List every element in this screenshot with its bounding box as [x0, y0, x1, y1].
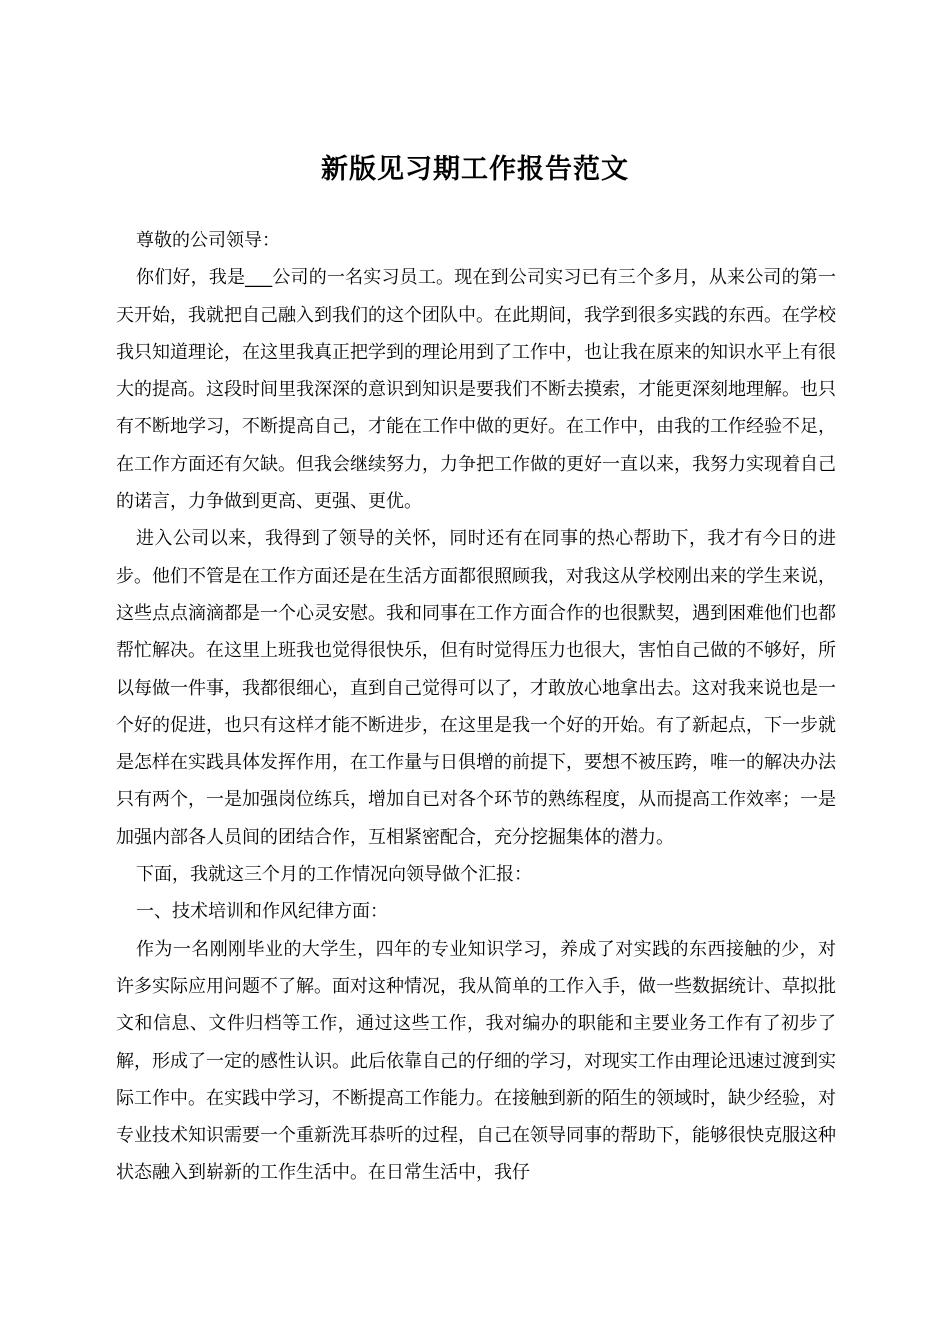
paragraph: 你们好，我是___公司的一名实习员工。现在到公司实习已有三个多月，从来公司的第一天开始，我就把自己融入到我们的这个团队中。在此期间，我学到很多实践的东西。在学校我只知道理论，在这里我真正把学到的理论用到了工作中，也让我在原来的知识水平上有很大的提高。这段时间里我深深的意识到知识是要我们不断去摸索，才能更深刻地理解。也只有不断地学习，不断提高自己，才能在工作中做的更好。在工作中，由我的工作经验不足，在工作方面还有欠缺。但我会继续努力，力争把工作做的更好一直以来，我努力实现着自己的诺言，力争做到更高、更强、更优。 — [116, 267, 836, 513]
paragraph: 作为一名刚刚毕业的大学生，四年的专业知识学习，养成了对实践的东西接触的少，对许多实际应用问题不了解。面对这种情况，我从简单的工作入手，做一些数据统计、草拟批文和信息、文件归档等工作，通过这些工作，我对编办的职能和主要业务工作有了初步了解，形成了一定的感性认识。此后依靠自己的仔细的学习，对现实工作由理论迅速过渡到实际工作中。在实践中学习，不断提高工作能力。在接触到新的陌生的领域时，缺少经验，对专业技术知识需要一个重新洗耳恭听的过程，自己在领导同事的帮助下，能够很快克服这种状态融入到崭新的工作生活中。在日常生活中，我仔 — [116, 938, 836, 1184]
paragraph: 进入公司以来，我得到了领导的关怀，同时还有在同事的热心帮助下，我才有今日的进步。他们不管是在工作方面还是在生活方面都很照顾我，对我这从学校刚出来的学生来说，这些点点滴滴都是一个心灵安慰。我和同事在工作方面合作的也很默契，遇到困难他们也都帮忙解决。在这里上班我也觉得很快乐，但有时觉得压力也很大，害怕自己做的不够好，所以每做一件事，我都很细心，直到自己觉得可以了，才敢放心地拿出去。这对我来说也是一个好的促进，也只有这样才能不断进步，在这里是我一个好的开始。有了新起点，下一步就是怎样在实践具体发挥作用，在工作量与日俱增的前提下，要想不被压跨，唯一的解决办法只有两个，一是加强岗位练兵，增加自已对各个环节的熟练程度，从而提高工作效率；一是加强内部各人员间的团结合作，互相紧密配合，充分挖掘集体的潜力。 — [116, 528, 836, 848]
paragraph: 下面，我就这三个月的工作情况向领导做个汇报： — [136, 864, 532, 886]
document-title: 新版见习期工作报告范文 — [321, 154, 629, 186]
document-body — [116, 222, 836, 1192]
salutation: 尊敬的公司领导： — [136, 230, 280, 251]
section-heading: 一、技术培训和作风纪律方面： — [136, 901, 388, 923]
